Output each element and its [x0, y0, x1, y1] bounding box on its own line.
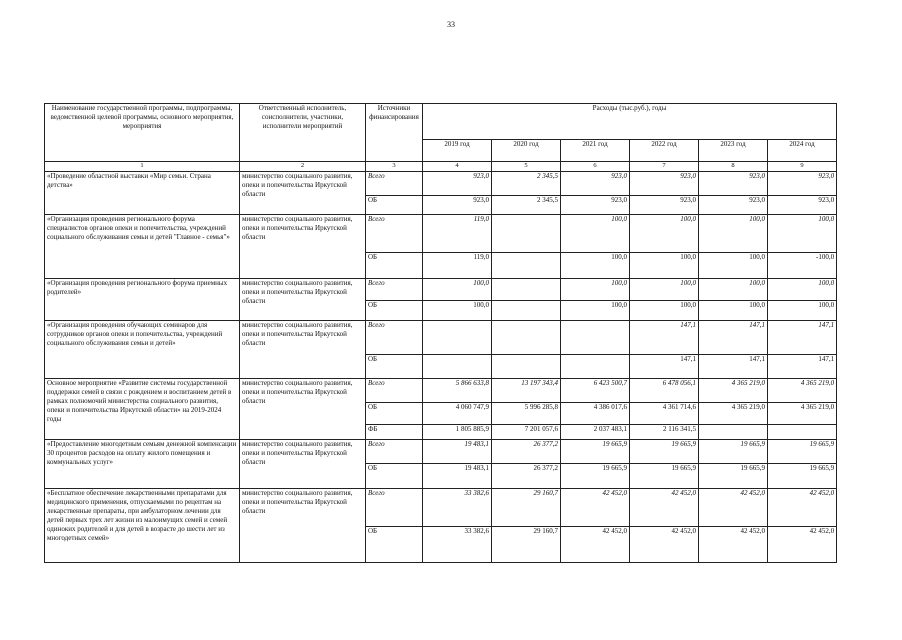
- expense-value: [423, 355, 492, 379]
- expense-value: 147,1: [699, 321, 768, 355]
- expense-value: 19 483,1: [423, 440, 492, 464]
- expense-value: 4 365 219,0: [699, 403, 768, 425]
- expense-value: [492, 355, 561, 379]
- expense-value: 4 365 219,0: [768, 403, 837, 425]
- expense-value: 19 665,9: [768, 440, 837, 464]
- header-executor: Ответственный исполнитель, соисполнители, участники, исполнители мероприятий: [240, 104, 366, 162]
- activity-name: «Проведение областной выставки «Мир семьи. Страна детства»: [45, 172, 240, 215]
- funding-source: Всего: [366, 279, 423, 301]
- expense-value: 2 345,5: [492, 172, 561, 196]
- expense-value: 147,1: [768, 321, 837, 355]
- expense-value: 100,0: [699, 279, 768, 301]
- funding-source: ОБ: [366, 464, 423, 489]
- table-row: [45, 172, 837, 196]
- expense-value: 923,0: [699, 172, 768, 196]
- expense-value: [492, 215, 561, 253]
- expense-value: 33 382,6: [423, 489, 492, 527]
- column-number: 8: [699, 162, 768, 172]
- executor: министерство социального развития, опеки и попечительства Иркутской области: [240, 379, 366, 440]
- expense-value: 29 160,7: [492, 527, 561, 563]
- expense-value: 42 452,0: [561, 489, 630, 527]
- funding-source: ФБ: [366, 425, 423, 440]
- table-body: [45, 172, 837, 563]
- header-year: 2020 год: [492, 140, 561, 162]
- expense-value: [423, 321, 492, 355]
- expense-value: 42 452,0: [561, 527, 630, 563]
- expense-value: 923,0: [768, 196, 837, 215]
- expense-value: 147,1: [768, 355, 837, 379]
- expense-value: 100,0: [561, 253, 630, 279]
- expense-value: 100,0: [768, 301, 837, 321]
- column-number: 1: [45, 162, 240, 172]
- executor: министерство социального развития, опеки и попечительства Иркутской области: [240, 489, 366, 563]
- activity-name: «Предоставление многодетным семьям денежной компенсации 30 процентов расходов на оплату жилого помещения и коммунальных услуг»: [45, 440, 240, 489]
- funding-source: Всего: [366, 215, 423, 253]
- table-row: [45, 440, 837, 464]
- activity-name: «Организация проведения регионального форума специалистов органов опеки и попечительства, учреждений социального обслуживания семьи и детей "Главное - семья"»: [45, 215, 240, 279]
- expense-value: 19 665,9: [699, 464, 768, 489]
- expense-value: 4 060 747,9: [423, 403, 492, 425]
- expense-value: 19 665,9: [768, 464, 837, 489]
- expense-value: 7 201 057,6: [492, 425, 561, 440]
- expense-value: 1 805 885,9: [423, 425, 492, 440]
- expense-value: [768, 425, 837, 440]
- header-year: 2019 год: [423, 140, 492, 162]
- expense-value: 147,1: [699, 355, 768, 379]
- column-number: 9: [768, 162, 837, 172]
- expense-value: 923,0: [423, 172, 492, 196]
- header-year: 2022 год: [630, 140, 699, 162]
- expense-value: 26 377,2: [492, 464, 561, 489]
- expense-value: 923,0: [423, 196, 492, 215]
- header-name: Наименование государственной программы, подпрограммы, ведомственной целевой программы, основного мероприятия, мероприятия: [45, 104, 240, 162]
- expense-value: 100,0: [423, 301, 492, 321]
- expense-value: 5 996 285,8: [492, 403, 561, 425]
- activity-name: «Организация проведения регионального форума приемных родителей»: [45, 279, 240, 321]
- expense-value: 119,0: [423, 215, 492, 253]
- expense-value: [561, 321, 630, 355]
- expense-value: 19 665,9: [699, 440, 768, 464]
- funding-source: Всего: [366, 172, 423, 196]
- expense-value: 100,0: [768, 279, 837, 301]
- table-row: [45, 321, 837, 355]
- expense-value: 26 377,2: [492, 440, 561, 464]
- expense-value: 29 160,7: [492, 489, 561, 527]
- expense-value: [492, 253, 561, 279]
- funding-source: ОБ: [366, 253, 423, 279]
- expense-value: [492, 301, 561, 321]
- column-number: 6: [561, 162, 630, 172]
- expense-value: 19 665,9: [561, 464, 630, 489]
- expense-value: 42 452,0: [699, 527, 768, 563]
- executor: министерство социального развития, опеки и попечительства Иркутской области: [240, 279, 366, 321]
- expenses-table: [44, 103, 837, 563]
- header-year: 2023 год: [699, 140, 768, 162]
- activity-name: «Бесплатное обеспечение лекарственными препаратами для медицинского применения, отпускаемыми по рецептам на лекарственные препараты, при амбулаторном лечении для детей первых трех лет жизни из малоимущих семей и семей одиноких родителей и для детей в возрасте до шести лет из многодетных семей»: [45, 489, 240, 563]
- expense-value: 19 665,9: [630, 464, 699, 489]
- expense-value: 100,0: [630, 301, 699, 321]
- expense-value: 42 452,0: [630, 489, 699, 527]
- expense-value: 2 037 483,1: [561, 425, 630, 440]
- expense-value: 100,0: [630, 253, 699, 279]
- table-row: [45, 279, 837, 301]
- expense-value: 6 423 500,7: [561, 379, 630, 403]
- column-number: 5: [492, 162, 561, 172]
- column-number: 3: [366, 162, 423, 172]
- expense-value: 4 365 219,0: [768, 379, 837, 403]
- executor: министерство социального развития, опеки и попечительства Иркутской области: [240, 215, 366, 279]
- executor: министерство социального развития, опеки и попечительства Иркутской области: [240, 172, 366, 215]
- expense-value: 923,0: [561, 172, 630, 196]
- expense-value: 119,0: [423, 253, 492, 279]
- expense-value: 19 665,9: [630, 440, 699, 464]
- header-year: 2021 год: [561, 140, 630, 162]
- expense-value: 42 452,0: [630, 527, 699, 563]
- expense-value: 42 452,0: [768, 527, 837, 563]
- expense-value: 100,0: [561, 215, 630, 253]
- expense-value: 4 361 714,6: [630, 403, 699, 425]
- expense-value: -100,0: [768, 253, 837, 279]
- executor: министерство социального развития, опеки и попечительства Иркутской области: [240, 321, 366, 379]
- funding-source: ОБ: [366, 196, 423, 215]
- expense-value: 5 866 633,8: [423, 379, 492, 403]
- column-number: 2: [240, 162, 366, 172]
- funding-source: Всего: [366, 379, 423, 403]
- header-expenses: Расходы (тыс.руб.), годы: [423, 104, 837, 140]
- expense-value: 33 382,6: [423, 527, 492, 563]
- expense-value: 4 386 017,6: [561, 403, 630, 425]
- column-number: 7: [630, 162, 699, 172]
- expense-value: 42 452,0: [768, 489, 837, 527]
- expense-value: 100,0: [561, 301, 630, 321]
- expense-value: 923,0: [699, 196, 768, 215]
- table-row: [45, 489, 837, 527]
- page-number: 33: [447, 20, 455, 29]
- expense-value: [699, 425, 768, 440]
- table-row: [45, 379, 837, 403]
- funding-source: ОБ: [366, 403, 423, 425]
- activity-name: Основное мероприятие «Развитие системы государственной поддержки семей в связи с рождением и воспитанием детей в рамках полномочий министерства социального развития, опеки и попечительства Иркутской области» на 2019-2024 годы: [45, 379, 240, 440]
- executor: министерство социального развития, опеки и попечительства Иркутской области: [240, 440, 366, 489]
- expense-value: [492, 279, 561, 301]
- funding-source: Всего: [366, 489, 423, 527]
- expense-value: 923,0: [630, 196, 699, 215]
- funding-source: ОБ: [366, 527, 423, 563]
- expense-value: 100,0: [768, 215, 837, 253]
- expense-value: 19 483,1: [423, 464, 492, 489]
- expense-value: 923,0: [630, 172, 699, 196]
- funding-source: Всего: [366, 321, 423, 355]
- expense-value: 147,1: [630, 355, 699, 379]
- expense-value: 100,0: [699, 253, 768, 279]
- expense-value: 4 365 219,0: [699, 379, 768, 403]
- funding-source: Всего: [366, 440, 423, 464]
- activity-name: «Организация проведения обучающих семинаров для сотрудников органов опеки и попечительства, учреждений социального обслуживания семьи и детей»: [45, 321, 240, 379]
- expense-value: 42 452,0: [699, 489, 768, 527]
- expense-value: 147,1: [630, 321, 699, 355]
- expense-value: [492, 321, 561, 355]
- expense-value: 100,0: [630, 279, 699, 301]
- expense-value: 13 197 343,4: [492, 379, 561, 403]
- funding-source: ОБ: [366, 301, 423, 321]
- expense-value: 100,0: [423, 279, 492, 301]
- table-row: [45, 215, 837, 253]
- expense-value: 100,0: [561, 279, 630, 301]
- expense-value: 100,0: [630, 215, 699, 253]
- column-number-row: [45, 162, 837, 172]
- expense-value: 2 345,5: [492, 196, 561, 215]
- expense-value: 19 665,9: [561, 440, 630, 464]
- expense-value: 923,0: [561, 196, 630, 215]
- column-number: 4: [423, 162, 492, 172]
- header-source: Источники финансирования: [366, 104, 423, 162]
- expense-value: 100,0: [699, 215, 768, 253]
- expense-value: 2 116 341,5: [630, 425, 699, 440]
- expense-value: 100,0: [699, 301, 768, 321]
- funding-source: ОБ: [366, 355, 423, 379]
- header-year: 2024 год: [768, 140, 837, 162]
- expense-value: 923,0: [768, 172, 837, 196]
- expense-value: [561, 355, 630, 379]
- expense-value: 6 478 056,1: [630, 379, 699, 403]
